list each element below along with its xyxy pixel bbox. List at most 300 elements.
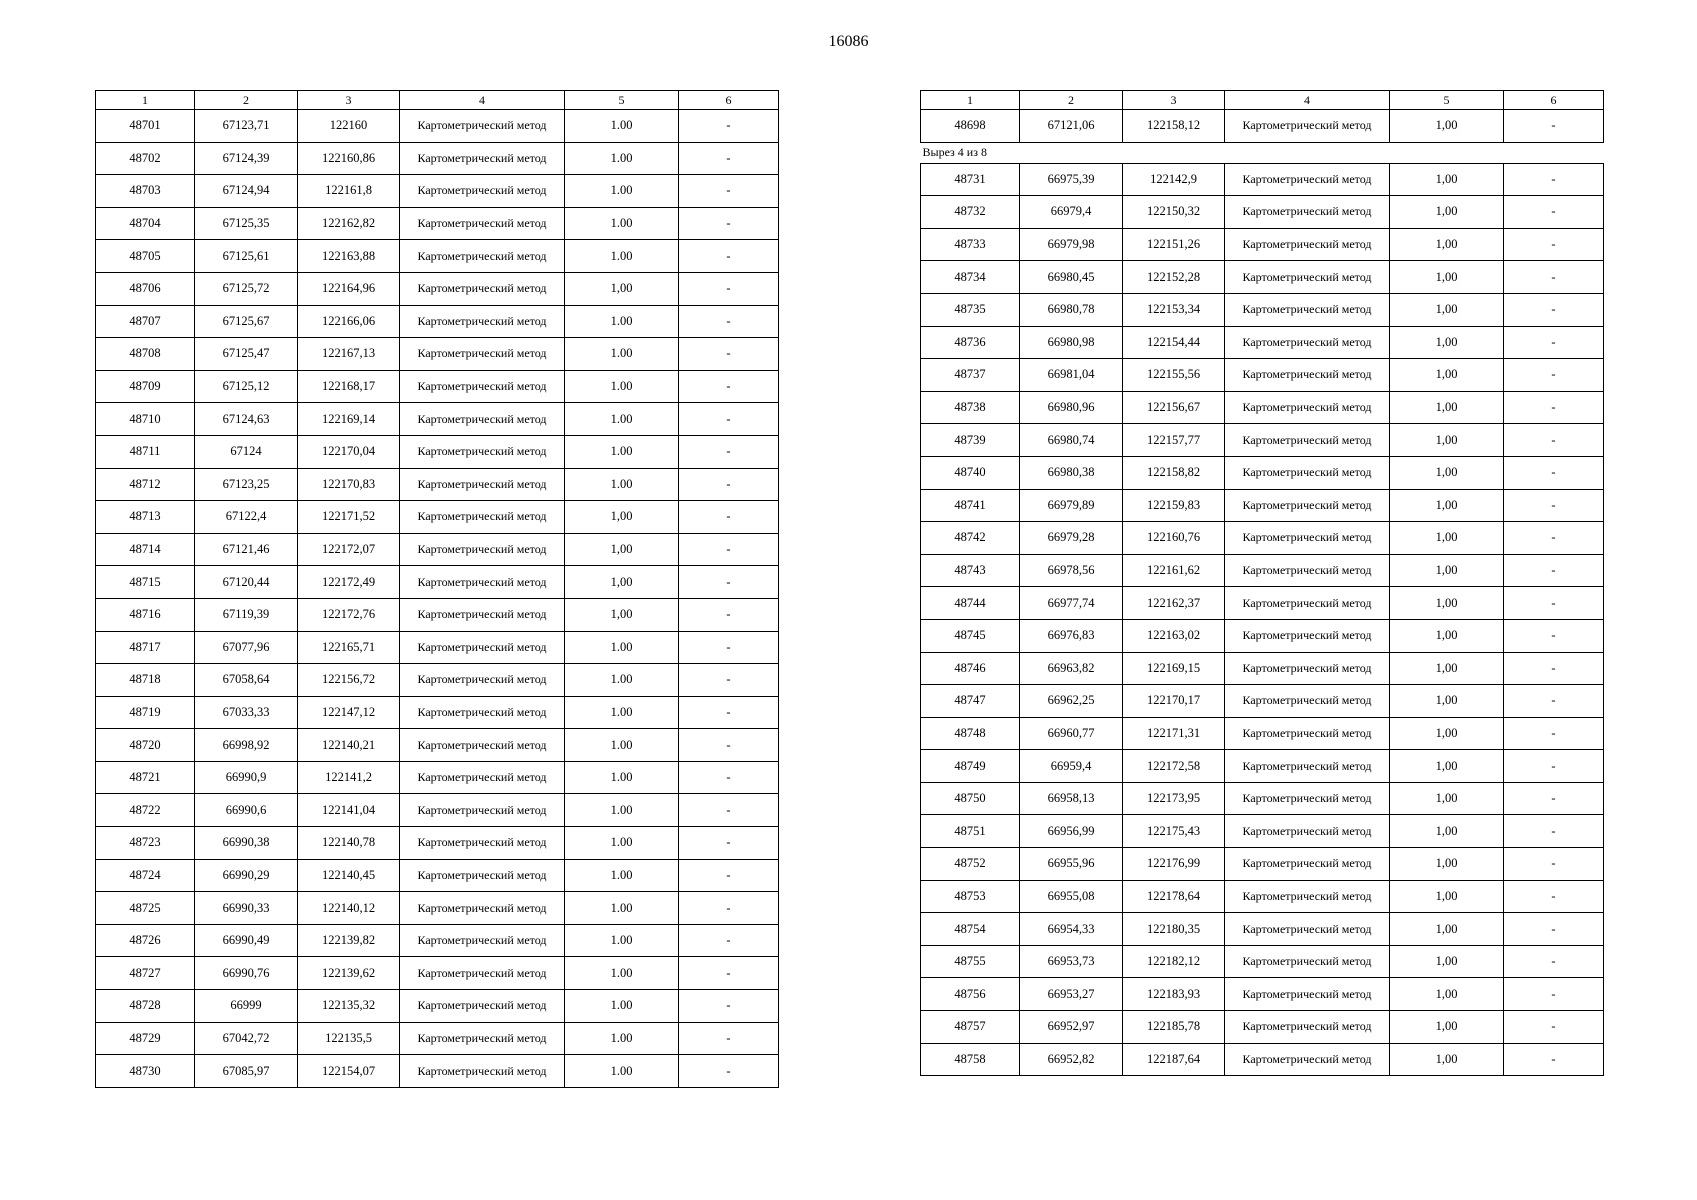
- description-cell: -: [1504, 554, 1604, 587]
- point-number-cell: 48709: [96, 370, 195, 403]
- accuracy-cell: 1.00: [565, 370, 679, 403]
- x-coordinate-cell: 67077,96: [195, 631, 298, 664]
- y-coordinate-cell: 122160: [298, 110, 400, 143]
- x-coordinate-cell: 66999: [195, 990, 298, 1023]
- column-header: 6: [1504, 91, 1604, 110]
- description-cell: -: [1504, 848, 1604, 881]
- description-cell: -: [679, 761, 779, 794]
- y-coordinate-cell: 122156,67: [1123, 391, 1225, 424]
- table-row: [96, 566, 779, 599]
- point-number-cell: 48719: [96, 696, 195, 729]
- y-coordinate-cell: 122165,71: [298, 631, 400, 664]
- description-cell: -: [679, 370, 779, 403]
- accuracy-cell: 1.00: [565, 761, 679, 794]
- column-header: 6: [679, 91, 779, 110]
- accuracy-cell: 1,00: [1390, 522, 1504, 555]
- table-row: [921, 489, 1604, 522]
- method-cell: Картометрический метод: [1225, 815, 1390, 848]
- table-row: [96, 1055, 779, 1088]
- y-coordinate-cell: 122157,77: [1123, 424, 1225, 457]
- point-number-cell: 48733: [921, 228, 1020, 261]
- point-number-cell: 48732: [921, 196, 1020, 229]
- method-cell: Картометрический метод: [400, 1022, 565, 1055]
- point-number-cell: 48753: [921, 880, 1020, 913]
- method-cell: Картометрический метод: [400, 142, 565, 175]
- x-coordinate-cell: 66980,38: [1020, 456, 1123, 489]
- x-coordinate-cell: 66979,4: [1020, 196, 1123, 229]
- x-coordinate-cell: 66979,89: [1020, 489, 1123, 522]
- column-header: 1: [921, 91, 1020, 110]
- point-number-cell: 48703: [96, 175, 195, 208]
- point-number-cell: 48725: [96, 892, 195, 925]
- y-coordinate-cell: 122147,12: [298, 696, 400, 729]
- x-coordinate-cell: 67125,35: [195, 207, 298, 240]
- table-row: [96, 924, 779, 957]
- description-cell: -: [1504, 489, 1604, 522]
- column-header: 2: [195, 91, 298, 110]
- x-coordinate-cell: 67120,44: [195, 566, 298, 599]
- point-number-cell: 48708: [96, 338, 195, 371]
- y-coordinate-cell: 122168,17: [298, 370, 400, 403]
- table-row: [921, 880, 1604, 913]
- point-number-cell: 48736: [921, 326, 1020, 359]
- point-number-cell: 48740: [921, 456, 1020, 489]
- table-row: [96, 533, 779, 566]
- accuracy-cell: 1,00: [1390, 685, 1504, 718]
- point-number-cell: 48720: [96, 729, 195, 762]
- x-coordinate-cell: 66990,76: [195, 957, 298, 990]
- method-cell: Картометрический метод: [1225, 1043, 1390, 1076]
- method-cell: Картометрический метод: [400, 207, 565, 240]
- y-coordinate-cell: 122135,32: [298, 990, 400, 1023]
- method-cell: Картометрический метод: [400, 957, 565, 990]
- table-row: [96, 631, 779, 664]
- method-cell: Картометрический метод: [400, 338, 565, 371]
- method-cell: Картометрический метод: [400, 240, 565, 273]
- method-cell: Картометрический метод: [1225, 750, 1390, 783]
- description-cell: -: [1504, 913, 1604, 946]
- description-cell: -: [1504, 456, 1604, 489]
- point-number-cell: 48757: [921, 1011, 1020, 1044]
- table-row: [96, 370, 779, 403]
- description-cell: -: [1504, 1011, 1604, 1044]
- point-number-cell: 48707: [96, 305, 195, 338]
- point-number-cell: 48729: [96, 1022, 195, 1055]
- method-cell: Картометрический метод: [1225, 717, 1390, 750]
- point-number-cell: 48723: [96, 827, 195, 860]
- method-cell: Картометрический метод: [400, 892, 565, 925]
- accuracy-cell: 1,00: [1390, 456, 1504, 489]
- point-number-cell: 48746: [921, 652, 1020, 685]
- accuracy-cell: 1,00: [1390, 815, 1504, 848]
- table-row: [96, 696, 779, 729]
- description-cell: -: [679, 533, 779, 566]
- x-coordinate-cell: 67124,39: [195, 142, 298, 175]
- table-row: [921, 196, 1604, 229]
- point-number-cell: 48701: [96, 110, 195, 143]
- accuracy-cell: 1,00: [1390, 652, 1504, 685]
- accuracy-cell: 1,00: [1390, 228, 1504, 261]
- description-cell: -: [679, 631, 779, 664]
- description-cell: -: [679, 435, 779, 468]
- y-coordinate-cell: 122167,13: [298, 338, 400, 371]
- table-row: [921, 359, 1604, 392]
- accuracy-cell: 1.00: [565, 240, 679, 273]
- description-cell: -: [679, 338, 779, 371]
- y-coordinate-cell: 122172,07: [298, 533, 400, 566]
- x-coordinate-cell: 66958,13: [1020, 782, 1123, 815]
- y-coordinate-cell: 122163,88: [298, 240, 400, 273]
- method-cell: Картометрический метод: [1225, 587, 1390, 620]
- point-number-cell: 48705: [96, 240, 195, 273]
- x-coordinate-cell: 67124,94: [195, 175, 298, 208]
- x-coordinate-cell: 67125,67: [195, 305, 298, 338]
- table-row: [921, 652, 1604, 685]
- table-row: [921, 848, 1604, 881]
- y-coordinate-cell: 122185,78: [1123, 1011, 1225, 1044]
- point-number-cell: 48728: [96, 990, 195, 1023]
- table-header-row: [96, 91, 779, 110]
- table-row: [921, 750, 1604, 783]
- point-number-cell: 48730: [96, 1055, 195, 1088]
- accuracy-cell: 1.00: [565, 435, 679, 468]
- accuracy-cell: 1.00: [565, 631, 679, 664]
- description-cell: -: [679, 990, 779, 1023]
- accuracy-cell: 1,00: [1390, 326, 1504, 359]
- x-coordinate-cell: 66990,38: [195, 827, 298, 860]
- x-coordinate-cell: 67121,06: [1020, 110, 1123, 143]
- x-coordinate-cell: 66954,33: [1020, 913, 1123, 946]
- point-number-cell: 48744: [921, 587, 1020, 620]
- x-coordinate-cell: 66980,98: [1020, 326, 1123, 359]
- method-cell: Картометрический метод: [1225, 489, 1390, 522]
- y-coordinate-cell: 122175,43: [1123, 815, 1225, 848]
- method-cell: Картометрический метод: [1225, 685, 1390, 718]
- table-row: [96, 827, 779, 860]
- method-cell: Картометрический метод: [400, 729, 565, 762]
- y-coordinate-cell: 122160,86: [298, 142, 400, 175]
- y-coordinate-cell: 122140,45: [298, 859, 400, 892]
- table-row: [921, 717, 1604, 750]
- description-cell: -: [679, 1022, 779, 1055]
- method-cell: Картометрический метод: [1225, 326, 1390, 359]
- method-cell: Картометрический метод: [400, 1055, 565, 1088]
- coordinates-table-left: [95, 90, 779, 1088]
- accuracy-cell: 1,00: [1390, 489, 1504, 522]
- x-coordinate-cell: 66979,98: [1020, 228, 1123, 261]
- point-number-cell: 48755: [921, 945, 1020, 978]
- method-cell: Картометрический метод: [1225, 391, 1390, 424]
- description-cell: -: [679, 924, 779, 957]
- column-header: 5: [1390, 91, 1504, 110]
- y-coordinate-cell: 122155,56: [1123, 359, 1225, 392]
- method-cell: Картометрический метод: [400, 696, 565, 729]
- y-coordinate-cell: 122161,62: [1123, 554, 1225, 587]
- accuracy-cell: 1,00: [565, 533, 679, 566]
- table-row: [921, 913, 1604, 946]
- accuracy-cell: 1.00: [565, 468, 679, 501]
- y-coordinate-cell: 122142,9: [1123, 163, 1225, 196]
- point-number-cell: 48717: [96, 631, 195, 664]
- table-row: [96, 175, 779, 208]
- table-row: [96, 110, 779, 143]
- y-coordinate-cell: 122172,49: [298, 566, 400, 599]
- description-cell: -: [1504, 619, 1604, 652]
- accuracy-cell: 1,00: [1390, 619, 1504, 652]
- y-coordinate-cell: 122170,83: [298, 468, 400, 501]
- accuracy-cell: 1,00: [1390, 913, 1504, 946]
- x-coordinate-cell: 66990,6: [195, 794, 298, 827]
- x-coordinate-cell: 66955,08: [1020, 880, 1123, 913]
- description-cell: -: [679, 892, 779, 925]
- accuracy-cell: 1,00: [1390, 293, 1504, 326]
- method-cell: Картометрический метод: [400, 370, 565, 403]
- accuracy-cell: 1,00: [565, 598, 679, 631]
- description-cell: -: [1504, 750, 1604, 783]
- description-cell: -: [679, 272, 779, 305]
- description-cell: -: [1504, 815, 1604, 848]
- accuracy-cell: 1.00: [565, 110, 679, 143]
- y-coordinate-cell: 122173,95: [1123, 782, 1225, 815]
- point-number-cell: 48743: [921, 554, 1020, 587]
- description-cell: -: [1504, 196, 1604, 229]
- x-coordinate-cell: 66962,25: [1020, 685, 1123, 718]
- accuracy-cell: 1,00: [1390, 880, 1504, 913]
- x-coordinate-cell: 67125,47: [195, 338, 298, 371]
- table-row: [921, 1043, 1604, 1076]
- description-cell: -: [1504, 685, 1604, 718]
- accuracy-cell: 1,00: [1390, 196, 1504, 229]
- description-cell: -: [1504, 228, 1604, 261]
- x-coordinate-cell: 67125,72: [195, 272, 298, 305]
- page-number: 16086: [828, 33, 869, 50]
- description-cell: -: [679, 501, 779, 534]
- accuracy-cell: 1.00: [565, 729, 679, 762]
- y-coordinate-cell: 122135,5: [298, 1022, 400, 1055]
- x-coordinate-cell: 66990,33: [195, 892, 298, 925]
- description-cell: -: [679, 696, 779, 729]
- accuracy-cell: 1,00: [1390, 978, 1504, 1011]
- description-cell: -: [679, 110, 779, 143]
- accuracy-cell: 1,00: [1390, 587, 1504, 620]
- table-row: [921, 228, 1604, 261]
- point-number-cell: 48722: [96, 794, 195, 827]
- description-cell: -: [1504, 945, 1604, 978]
- table-row: [921, 424, 1604, 457]
- description-cell: -: [1504, 522, 1604, 555]
- point-number-cell: 48721: [96, 761, 195, 794]
- y-coordinate-cell: 122151,26: [1123, 228, 1225, 261]
- point-number-cell: 48738: [921, 391, 1020, 424]
- description-cell: -: [1504, 587, 1604, 620]
- method-cell: Картометрический метод: [1225, 782, 1390, 815]
- point-number-cell: 48731: [921, 163, 1020, 196]
- y-coordinate-cell: 122139,82: [298, 924, 400, 957]
- x-coordinate-cell: 67124: [195, 435, 298, 468]
- description-cell: -: [679, 566, 779, 599]
- method-cell: Картометрический метод: [1225, 196, 1390, 229]
- accuracy-cell: 1.00: [565, 892, 679, 925]
- y-coordinate-cell: 122161,8: [298, 175, 400, 208]
- method-cell: Картометрический метод: [1225, 619, 1390, 652]
- method-cell: Картометрический метод: [400, 761, 565, 794]
- accuracy-cell: 1.00: [565, 338, 679, 371]
- y-coordinate-cell: 122169,15: [1123, 652, 1225, 685]
- point-number-cell: 48702: [96, 142, 195, 175]
- description-cell: -: [679, 794, 779, 827]
- description-cell: -: [1504, 261, 1604, 294]
- description-cell: -: [1504, 359, 1604, 392]
- y-coordinate-cell: 122187,64: [1123, 1043, 1225, 1076]
- method-cell: Картометрический метод: [400, 501, 565, 534]
- accuracy-cell: 1.00: [565, 924, 679, 957]
- table-row: [921, 619, 1604, 652]
- method-cell: Картометрический метод: [400, 533, 565, 566]
- table-row: [921, 522, 1604, 555]
- point-number-cell: 48750: [921, 782, 1020, 815]
- description-cell: -: [679, 1055, 779, 1088]
- method-cell: Картометрический метод: [400, 468, 565, 501]
- table-row: [921, 110, 1604, 143]
- table-row: [921, 391, 1604, 424]
- point-number-cell: 48747: [921, 685, 1020, 718]
- section-label: Вырез 4 из 8: [921, 142, 1604, 163]
- table-row: [96, 207, 779, 240]
- description-cell: -: [679, 598, 779, 631]
- description-cell: -: [679, 957, 779, 990]
- method-cell: Картометрический метод: [400, 175, 565, 208]
- description-cell: -: [679, 142, 779, 175]
- y-coordinate-cell: 122140,21: [298, 729, 400, 762]
- y-coordinate-cell: 122150,32: [1123, 196, 1225, 229]
- method-cell: Картометрический метод: [1225, 163, 1390, 196]
- table-row: [921, 978, 1604, 1011]
- x-coordinate-cell: 66980,45: [1020, 261, 1123, 294]
- accuracy-cell: 1.00: [565, 859, 679, 892]
- point-number-cell: 48714: [96, 533, 195, 566]
- x-coordinate-cell: 67123,25: [195, 468, 298, 501]
- table-row: [921, 326, 1604, 359]
- accuracy-cell: 1,00: [1390, 750, 1504, 783]
- y-coordinate-cell: 122180,35: [1123, 913, 1225, 946]
- method-cell: Картометрический метод: [1225, 880, 1390, 913]
- table-row: [921, 815, 1604, 848]
- x-coordinate-cell: 67119,39: [195, 598, 298, 631]
- method-cell: Картометрический метод: [400, 827, 565, 860]
- point-number-cell: 48748: [921, 717, 1020, 750]
- column-header: 4: [1225, 91, 1390, 110]
- accuracy-cell: 1,00: [1390, 1043, 1504, 1076]
- point-number-cell: 48704: [96, 207, 195, 240]
- method-cell: Картометрический метод: [400, 435, 565, 468]
- y-coordinate-cell: 122153,34: [1123, 293, 1225, 326]
- table-row: [96, 598, 779, 631]
- description-cell: -: [679, 305, 779, 338]
- method-cell: Картометрический метод: [1225, 1011, 1390, 1044]
- table-header-row: [921, 91, 1604, 110]
- method-cell: Картометрический метод: [400, 566, 565, 599]
- table-row: [96, 729, 779, 762]
- x-coordinate-cell: 66990,29: [195, 859, 298, 892]
- accuracy-cell: 1.00: [565, 990, 679, 1023]
- description-cell: -: [679, 827, 779, 860]
- accuracy-cell: 1,00: [1390, 717, 1504, 750]
- point-number-cell: 48751: [921, 815, 1020, 848]
- x-coordinate-cell: 66981,04: [1020, 359, 1123, 392]
- point-number-cell: 48710: [96, 403, 195, 436]
- y-coordinate-cell: 122141,2: [298, 761, 400, 794]
- method-cell: Картометрический метод: [1225, 978, 1390, 1011]
- accuracy-cell: 1.00: [565, 794, 679, 827]
- method-cell: Картометрический метод: [1225, 554, 1390, 587]
- point-number-cell: 48711: [96, 435, 195, 468]
- table-row: [96, 664, 779, 697]
- table-row: [921, 945, 1604, 978]
- x-coordinate-cell: 67125,12: [195, 370, 298, 403]
- description-cell: -: [1504, 1043, 1604, 1076]
- point-number-cell: 48741: [921, 489, 1020, 522]
- x-coordinate-cell: 66953,73: [1020, 945, 1123, 978]
- accuracy-cell: 1,00: [1390, 782, 1504, 815]
- y-coordinate-cell: 122172,58: [1123, 750, 1225, 783]
- table-row: [96, 957, 779, 990]
- method-cell: Картометрический метод: [400, 924, 565, 957]
- column-header: 4: [400, 91, 565, 110]
- x-coordinate-cell: 67058,64: [195, 664, 298, 697]
- method-cell: Картометрический метод: [1225, 110, 1390, 143]
- point-number-cell: 48698: [921, 110, 1020, 143]
- table-row: [921, 293, 1604, 326]
- accuracy-cell: 1,00: [1390, 359, 1504, 392]
- table-row: [921, 163, 1604, 196]
- accuracy-cell: 1.00: [565, 305, 679, 338]
- table-row: [96, 142, 779, 175]
- y-coordinate-cell: 122158,12: [1123, 110, 1225, 143]
- method-cell: Картометрический метод: [400, 859, 565, 892]
- x-coordinate-cell: 66976,83: [1020, 619, 1123, 652]
- x-coordinate-cell: 66998,92: [195, 729, 298, 762]
- x-coordinate-cell: 67122,4: [195, 501, 298, 534]
- method-cell: Картометрический метод: [400, 272, 565, 305]
- table-row: [96, 501, 779, 534]
- y-coordinate-cell: 122154,07: [298, 1055, 400, 1088]
- method-cell: Картометрический метод: [1225, 456, 1390, 489]
- x-coordinate-cell: 66952,97: [1020, 1011, 1123, 1044]
- column-header: 2: [1020, 91, 1123, 110]
- point-number-cell: 48718: [96, 664, 195, 697]
- x-coordinate-cell: 66956,99: [1020, 815, 1123, 848]
- x-coordinate-cell: 66952,82: [1020, 1043, 1123, 1076]
- description-cell: -: [1504, 652, 1604, 685]
- accuracy-cell: 1,00: [565, 566, 679, 599]
- x-coordinate-cell: 66979,28: [1020, 522, 1123, 555]
- accuracy-cell: 1.00: [565, 142, 679, 175]
- y-coordinate-cell: 122141,04: [298, 794, 400, 827]
- accuracy-cell: 1,00: [1390, 554, 1504, 587]
- method-cell: Картометрический метод: [1225, 652, 1390, 685]
- y-coordinate-cell: 122140,12: [298, 892, 400, 925]
- y-coordinate-cell: 122176,99: [1123, 848, 1225, 881]
- x-coordinate-cell: 67123,71: [195, 110, 298, 143]
- method-cell: Картометрический метод: [1225, 359, 1390, 392]
- section-row: [921, 142, 1604, 163]
- method-cell: Картометрический метод: [1225, 261, 1390, 294]
- description-cell: -: [679, 468, 779, 501]
- x-coordinate-cell: 67125,61: [195, 240, 298, 273]
- column-header: 5: [565, 91, 679, 110]
- point-number-cell: 48745: [921, 619, 1020, 652]
- description-cell: -: [1504, 717, 1604, 750]
